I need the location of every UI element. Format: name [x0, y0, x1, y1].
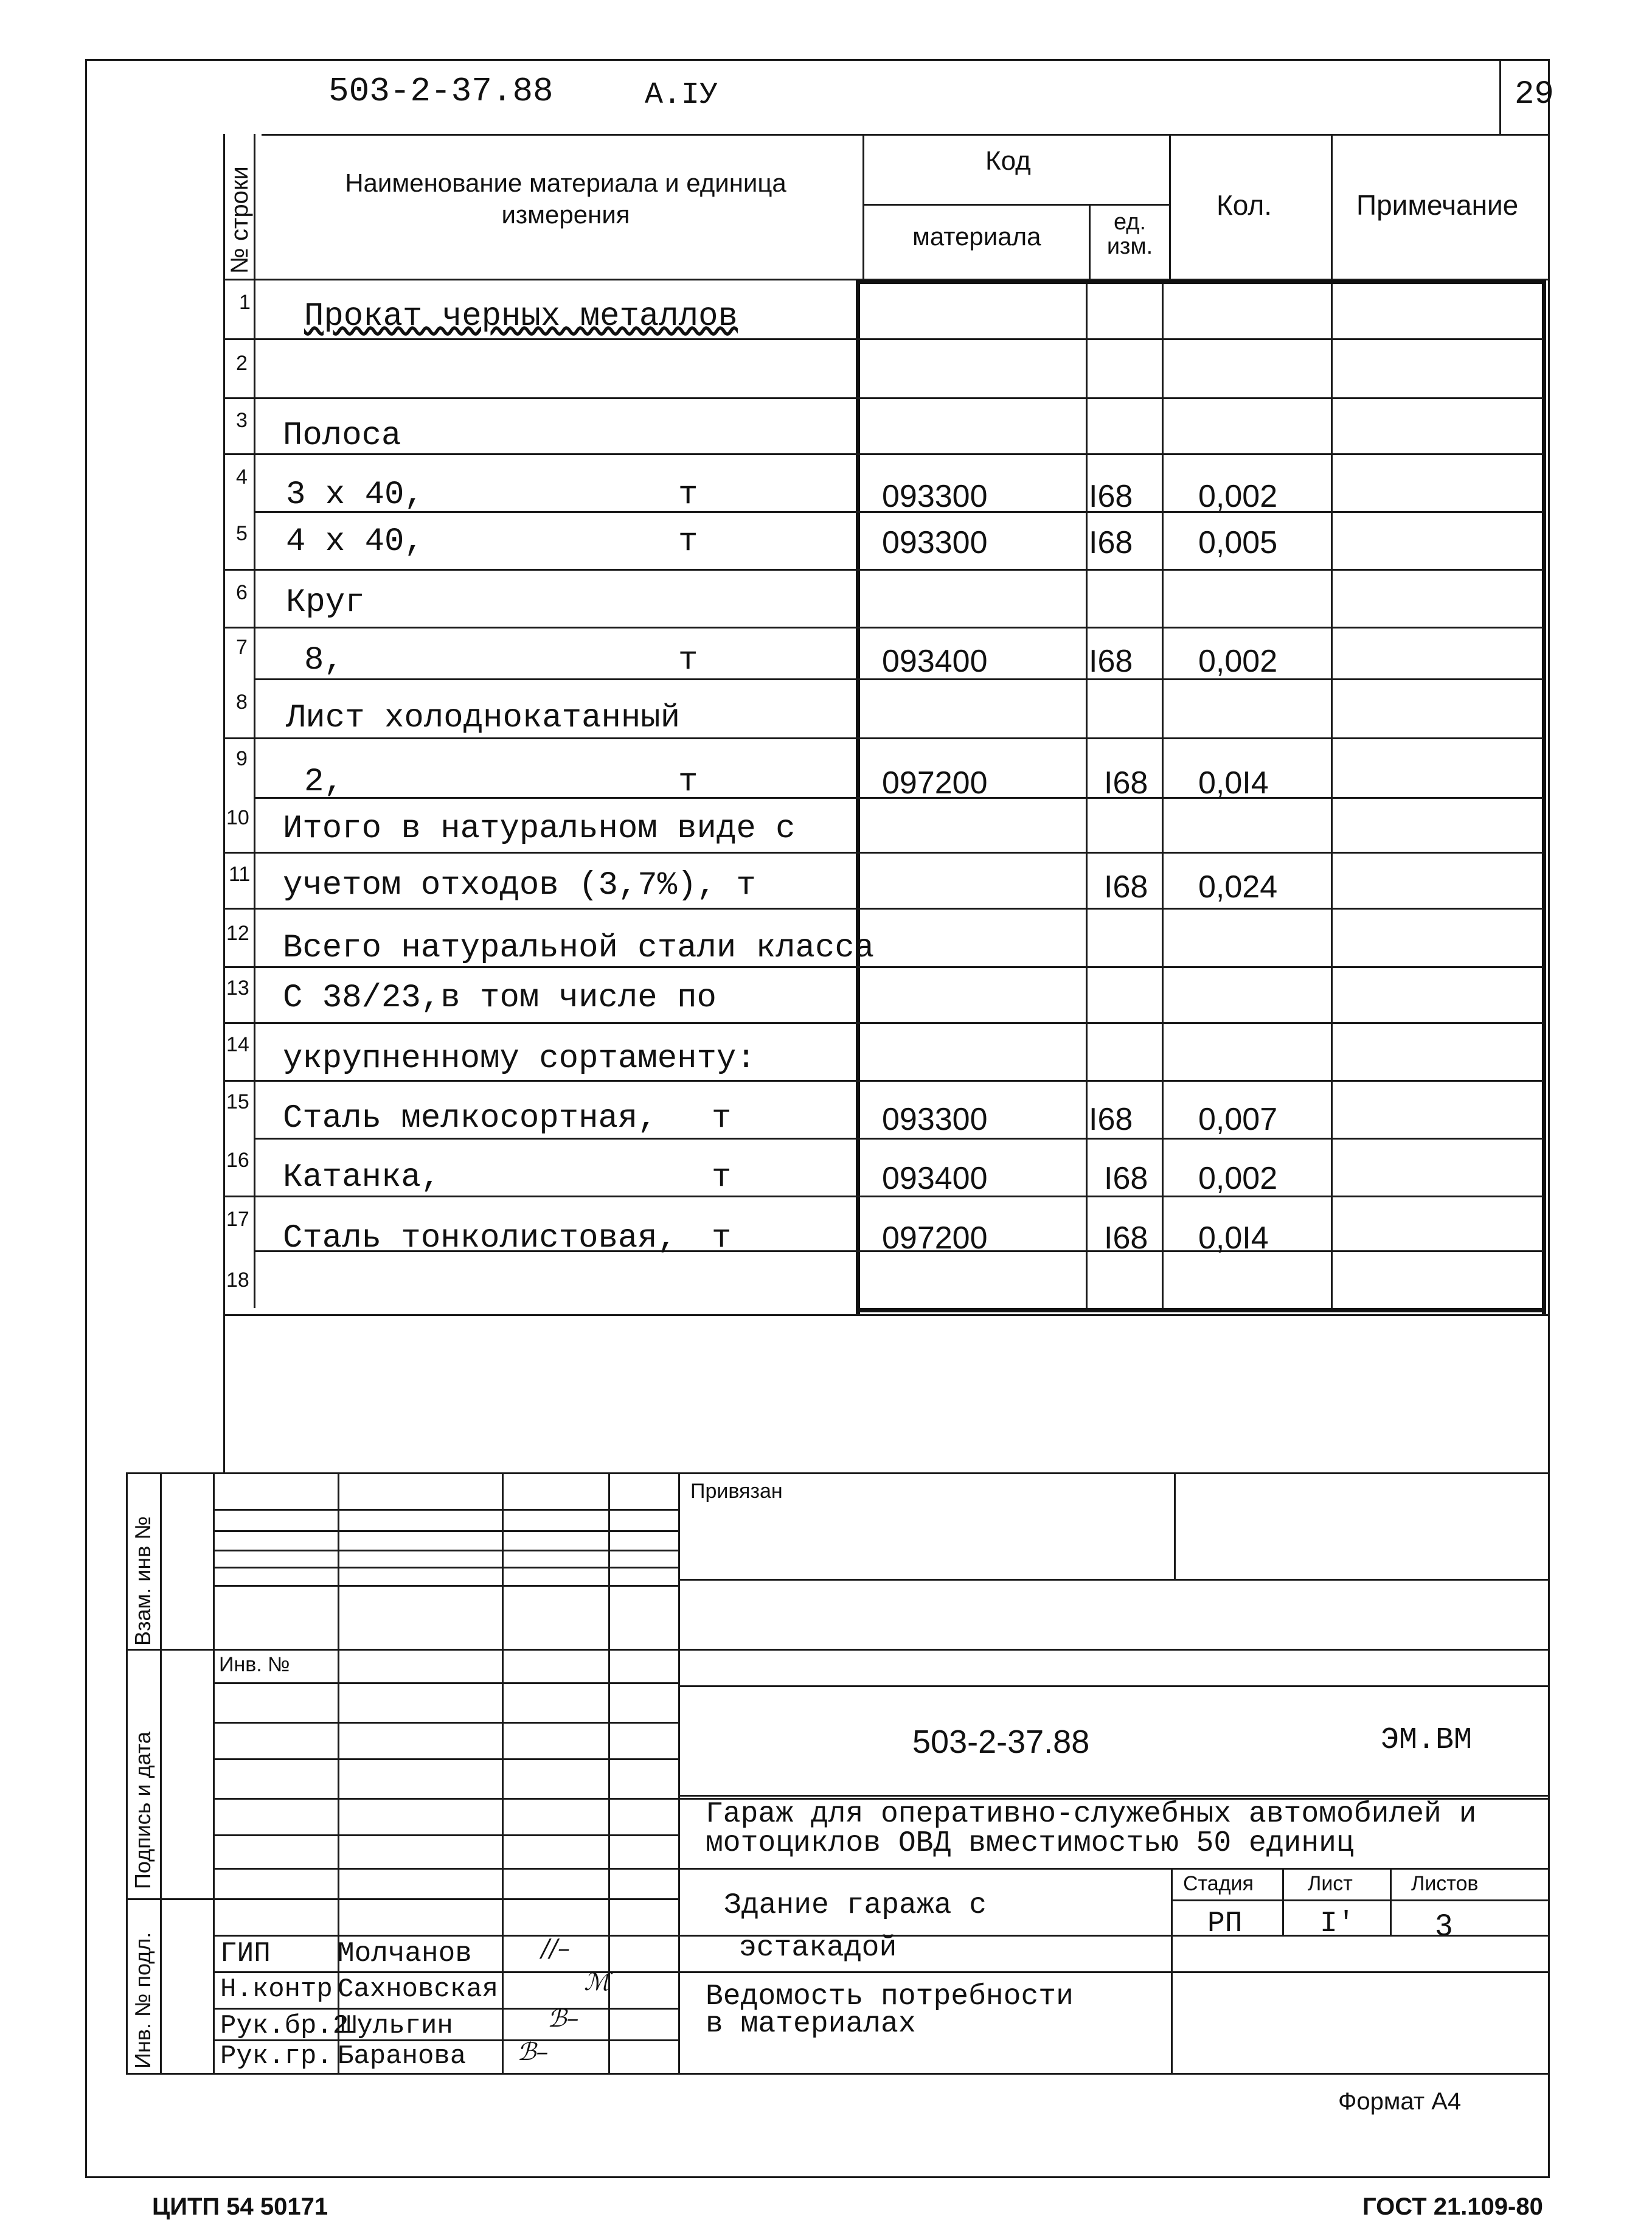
- building-line1: Здание гаража с: [724, 1889, 987, 1922]
- row-qty: 0,007: [1198, 1102, 1278, 1137]
- person-name: Молчанов: [338, 1938, 472, 1969]
- stamp-doc-code: 503-2-37.88: [912, 1724, 1090, 1760]
- signature-mark: ℳ: [584, 1968, 610, 1996]
- row-unit: I68: [1104, 869, 1148, 905]
- sheet-title-line2: в материалах: [706, 2008, 916, 2041]
- row-name: 4 х 40,: [286, 523, 424, 560]
- row-number: 7: [236, 636, 248, 659]
- row-number: 15: [226, 1090, 249, 1113]
- row-qty: 0,005: [1198, 525, 1278, 560]
- row-number: 12: [226, 922, 249, 945]
- row-qty: 0,002: [1198, 644, 1278, 679]
- sheet-value: I': [1320, 1907, 1355, 1940]
- row-number: 14: [226, 1033, 249, 1056]
- row-number: 2: [236, 352, 248, 375]
- row-unit: I68: [1089, 644, 1133, 679]
- row-name: Прокат черных металлов: [304, 298, 738, 335]
- row-name: Сталь тонколистовая,: [283, 1220, 678, 1257]
- row-number: 3: [236, 409, 248, 432]
- row-number: 17: [226, 1208, 249, 1231]
- col-code-header: Код: [985, 146, 1031, 176]
- row-unit-t: т: [678, 476, 698, 513]
- row-name: учетом отходов (3,7%), т: [283, 867, 756, 904]
- row-unit: I68: [1089, 525, 1133, 560]
- side-inv-podl: Инв. № подл.: [130, 1932, 155, 2069]
- row-name: Итого в натуральном виде с: [283, 810, 796, 848]
- person-name: Баранова: [338, 2041, 467, 2072]
- row-name: Всего натуральной стали класса: [283, 930, 875, 967]
- sheets-value: 3: [1435, 1908, 1452, 1942]
- col-qty-header: Кол.: [1216, 189, 1272, 221]
- row-unit-t: т: [678, 764, 698, 801]
- project-line1: Гараж для оперативно-служебных автомобилей и: [706, 1798, 1477, 1831]
- row-qty: 0,024: [1198, 869, 1278, 905]
- row-name: 8,: [304, 642, 344, 679]
- row-unit: I68: [1104, 1161, 1148, 1196]
- col-material-header: материала: [912, 222, 1041, 251]
- project-line2: мотоциклов ОВД вместимостью 50 единиц: [706, 1827, 1354, 1860]
- row-number: 10: [226, 806, 249, 829]
- signature-mark: //–: [541, 1935, 570, 1963]
- row-number: 13: [226, 976, 249, 1000]
- person-role: ГИП: [220, 1938, 271, 1969]
- row-unit: I68: [1104, 765, 1148, 801]
- format-label: Формат А4: [1338, 2088, 1462, 2115]
- row-number: 6: [236, 581, 248, 604]
- stamp-mark: ЭМ.ВМ: [1381, 1723, 1473, 1758]
- row-name: Полоса: [283, 417, 401, 454]
- privyazan-label: Привязан: [690, 1480, 783, 1503]
- row-unit-t: т: [712, 1220, 732, 1257]
- row-unit-t: т: [712, 1159, 732, 1196]
- person-name: Сахновская: [338, 1974, 499, 2005]
- row-qty: 0,002: [1198, 479, 1278, 514]
- row-qty: 0,0I4: [1198, 765, 1269, 801]
- row-name: укрупненному сортаменту:: [283, 1040, 756, 1077]
- person-role: Н.контр: [220, 1974, 333, 2005]
- row-name: С 38/23,в том числе по: [283, 980, 717, 1017]
- sheets-label: Листов: [1411, 1872, 1479, 1895]
- building-line2: эстакадой: [739, 1932, 897, 1965]
- page-number: 29: [1515, 76, 1554, 113]
- stage-value: РП: [1207, 1907, 1243, 1940]
- row-code: 097200: [882, 1220, 988, 1256]
- row-unit-t: т: [678, 642, 698, 679]
- album-label: А.IУ: [645, 78, 718, 113]
- row-code: 093300: [882, 525, 988, 560]
- row-name: Катанка,: [283, 1159, 441, 1196]
- row-code: 093400: [882, 1161, 988, 1196]
- footer-left: ЦИТП 54 50171: [152, 2193, 328, 2220]
- row-code: 093400: [882, 644, 988, 679]
- sheet-title-line1: Ведомость потребности: [706, 1980, 1074, 2013]
- row-number: 16: [226, 1149, 249, 1172]
- sheet-label: Лист: [1308, 1872, 1353, 1895]
- row-number: 9: [236, 747, 248, 770]
- row-number: 5: [236, 522, 248, 545]
- person-role: Рук.бр.2: [220, 2011, 349, 2041]
- row-unit: I68: [1089, 479, 1133, 514]
- signature-mark: ℬ–: [547, 2005, 579, 2033]
- row-number: 4: [236, 465, 248, 489]
- row-name: 3 х 40,: [286, 476, 424, 513]
- row-name: 2,: [304, 764, 344, 801]
- person-role: Рук.гр.: [220, 2041, 333, 2072]
- stage-label: Стадия: [1183, 1872, 1254, 1895]
- footer-right: ГОСТ 21.109-80: [1362, 2193, 1543, 2220]
- inv-no-label: Инв. №: [219, 1653, 290, 1676]
- row-number: 11: [229, 863, 251, 886]
- col-note-header: Примечание: [1356, 189, 1519, 221]
- row-unit-t: т: [712, 1100, 732, 1137]
- row-number: 18: [226, 1269, 249, 1292]
- row-name: Круг: [286, 584, 365, 621]
- person-name: Шульгин: [341, 2011, 453, 2041]
- side-vzam: Взам. инв №: [130, 1516, 155, 1646]
- col-unit-header: ед. изм.: [1106, 209, 1153, 259]
- row-name: Лист холоднокатанный: [286, 700, 681, 737]
- row-number: 1: [239, 291, 251, 314]
- row-number: 8: [236, 691, 248, 714]
- row-code: 093300: [882, 479, 988, 514]
- row-code: 093300: [882, 1102, 988, 1137]
- row-unit: I68: [1089, 1102, 1133, 1137]
- row-unit-t: т: [678, 523, 698, 560]
- row-code: 097200: [882, 765, 988, 801]
- signature-mark: ℬ–: [517, 2038, 549, 2066]
- doc-code: 503-2-37.88: [328, 72, 554, 111]
- col-row-header: № строки: [226, 166, 253, 274]
- row-qty: 0,0I4: [1198, 1220, 1269, 1256]
- row-unit: I68: [1104, 1220, 1148, 1256]
- col-name-header: Наименование материала и единица измерения: [345, 169, 786, 229]
- row-name: Сталь мелкосортная,: [283, 1100, 658, 1137]
- side-podpis: Подпись и дата: [130, 1732, 155, 1889]
- row-qty: 0,002: [1198, 1161, 1278, 1196]
